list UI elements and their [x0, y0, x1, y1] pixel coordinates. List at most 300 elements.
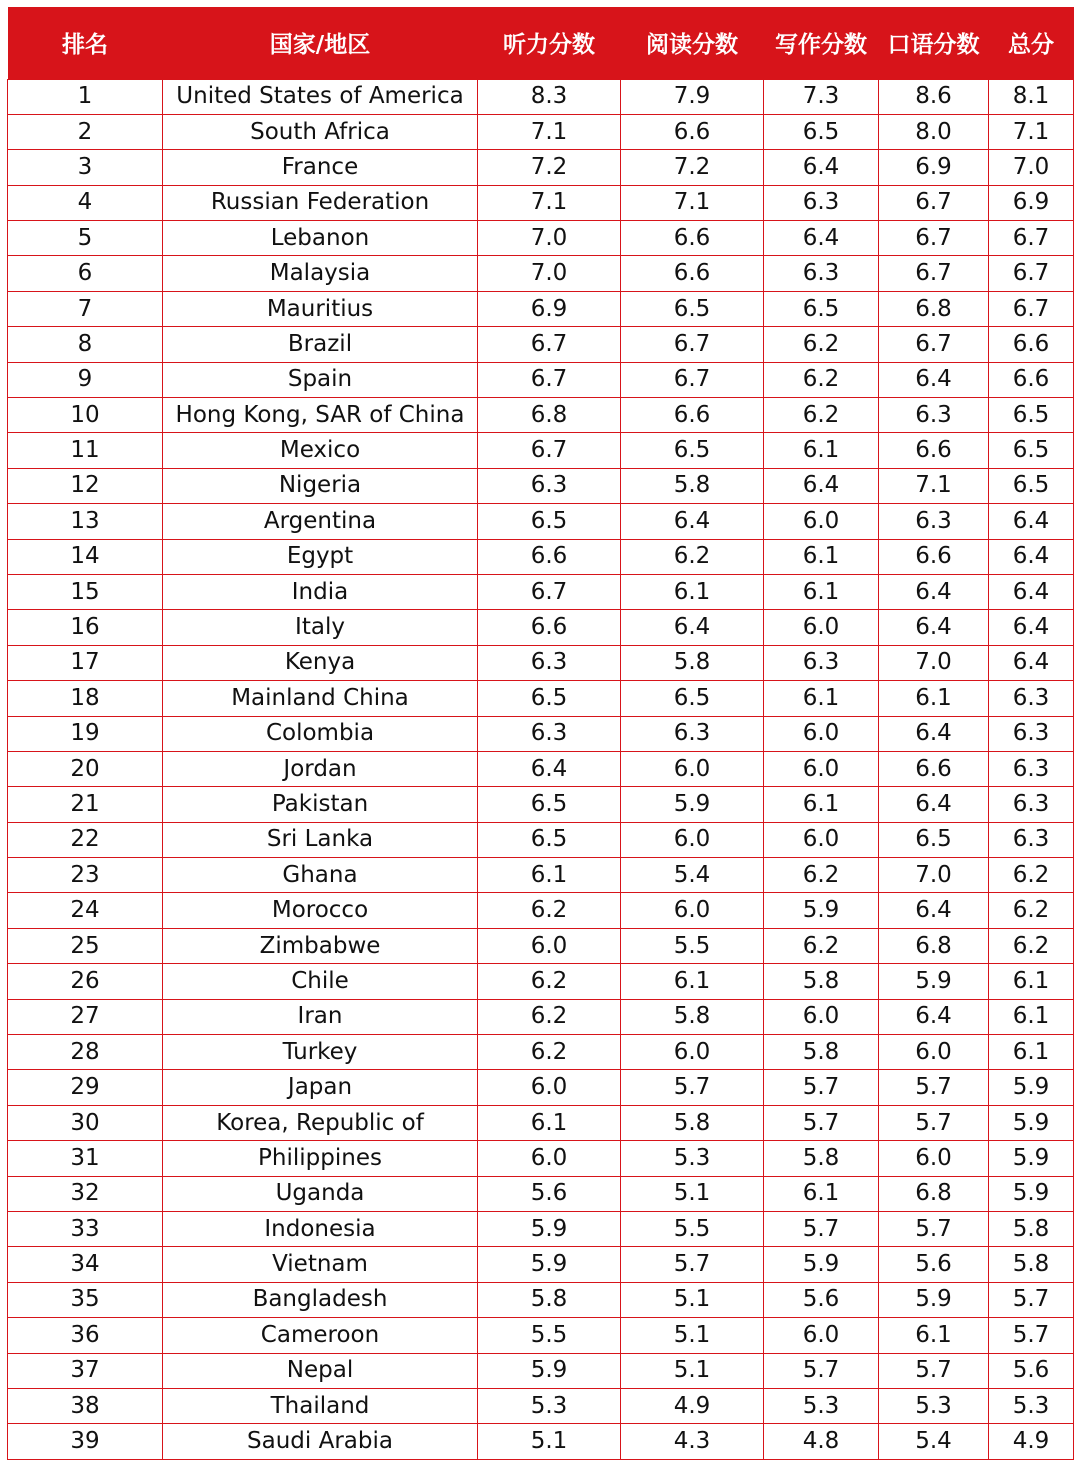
- cell-rank: 36: [8, 1318, 163, 1353]
- cell-total: 5.9: [989, 1141, 1074, 1176]
- cell-country: Ghana: [163, 858, 478, 893]
- cell-speaking: 8.6: [879, 79, 989, 114]
- cell-listening: 7.2: [478, 150, 621, 185]
- cell-listening: 8.3: [478, 79, 621, 114]
- header-listening: 听力分数: [478, 7, 621, 79]
- cell-writing: 6.0: [764, 504, 879, 539]
- cell-rank: 21: [8, 787, 163, 822]
- cell-writing: 6.5: [764, 114, 879, 149]
- cell-rank: 20: [8, 751, 163, 786]
- cell-total: 5.6: [989, 1353, 1074, 1388]
- table-row: [8, 79, 1074, 114]
- cell-rank: 30: [8, 1105, 163, 1140]
- cell-reading: 6.4: [621, 610, 764, 645]
- cell-writing: 6.4: [764, 468, 879, 503]
- cell-total: 7.1: [989, 114, 1074, 149]
- cell-total: 6.3: [989, 716, 1074, 751]
- cell-speaking: 6.3: [879, 398, 989, 433]
- cell-speaking: 6.4: [879, 574, 989, 609]
- cell-rank: 26: [8, 964, 163, 999]
- cell-reading: 6.5: [621, 433, 764, 468]
- cell-total: 6.3: [989, 751, 1074, 786]
- cell-rank: 31: [8, 1141, 163, 1176]
- cell-country: South Africa: [163, 114, 478, 149]
- cell-writing: 5.8: [764, 964, 879, 999]
- cell-reading: 5.8: [621, 468, 764, 503]
- cell-total: 6.5: [989, 433, 1074, 468]
- cell-total: 5.9: [989, 1176, 1074, 1211]
- table-row: [8, 858, 1074, 893]
- cell-writing: 6.1: [764, 574, 879, 609]
- cell-rank: 29: [8, 1070, 163, 1105]
- cell-rank: 14: [8, 539, 163, 574]
- cell-reading: 5.1: [621, 1282, 764, 1317]
- cell-rank: 17: [8, 645, 163, 680]
- cell-rank: 33: [8, 1212, 163, 1247]
- cell-rank: 11: [8, 433, 163, 468]
- cell-listening: 5.3: [478, 1388, 621, 1423]
- cell-listening: 6.3: [478, 468, 621, 503]
- cell-reading: 6.2: [621, 539, 764, 574]
- cell-speaking: 6.8: [879, 291, 989, 326]
- cell-country: Saudi Arabia: [163, 1424, 478, 1459]
- cell-rank: 5: [8, 221, 163, 256]
- cell-listening: 6.3: [478, 716, 621, 751]
- cell-speaking: 5.4: [879, 1424, 989, 1459]
- cell-total: 6.4: [989, 610, 1074, 645]
- cell-listening: 6.0: [478, 928, 621, 963]
- cell-reading: 6.7: [621, 362, 764, 397]
- cell-reading: 6.0: [621, 751, 764, 786]
- cell-total: 5.8: [989, 1212, 1074, 1247]
- cell-listening: 5.5: [478, 1318, 621, 1353]
- cell-listening: 5.9: [478, 1212, 621, 1247]
- cell-country: Nepal: [163, 1353, 478, 1388]
- cell-speaking: 6.4: [879, 362, 989, 397]
- cell-writing: 6.0: [764, 751, 879, 786]
- cell-writing: 6.1: [764, 539, 879, 574]
- cell-total: 6.7: [989, 221, 1074, 256]
- cell-speaking: 6.7: [879, 221, 989, 256]
- cell-speaking: 6.7: [879, 185, 989, 220]
- cell-total: 5.3: [989, 1388, 1074, 1423]
- cell-reading: 5.8: [621, 999, 764, 1034]
- cell-speaking: 5.9: [879, 964, 989, 999]
- cell-total: 7.0: [989, 150, 1074, 185]
- cell-reading: 5.5: [621, 1212, 764, 1247]
- cell-total: 6.4: [989, 645, 1074, 680]
- table-row: [8, 1353, 1074, 1388]
- cell-speaking: 6.4: [879, 787, 989, 822]
- table-row: [8, 574, 1074, 609]
- cell-speaking: 6.8: [879, 928, 989, 963]
- table-row: [8, 539, 1074, 574]
- cell-listening: 6.0: [478, 1070, 621, 1105]
- cell-listening: 6.2: [478, 893, 621, 928]
- cell-rank: 16: [8, 610, 163, 645]
- cell-listening: 6.8: [478, 398, 621, 433]
- cell-rank: 4: [8, 185, 163, 220]
- cell-total: 6.2: [989, 858, 1074, 893]
- cell-writing: 6.0: [764, 822, 879, 857]
- cell-speaking: 6.8: [879, 1176, 989, 1211]
- table-row: [8, 822, 1074, 857]
- cell-rank: 10: [8, 398, 163, 433]
- cell-speaking: 6.9: [879, 150, 989, 185]
- cell-writing: 6.2: [764, 398, 879, 433]
- cell-rank: 32: [8, 1176, 163, 1211]
- cell-rank: 19: [8, 716, 163, 751]
- cell-total: 6.1: [989, 964, 1074, 999]
- cell-reading: 6.3: [621, 716, 764, 751]
- cell-country: Mainland China: [163, 681, 478, 716]
- table-row: [8, 327, 1074, 362]
- header-reading: 阅读分数: [621, 7, 764, 79]
- cell-rank: 27: [8, 999, 163, 1034]
- cell-country: Colombia: [163, 716, 478, 751]
- cell-total: 8.1: [989, 79, 1074, 114]
- table-row: [8, 362, 1074, 397]
- cell-total: 6.3: [989, 787, 1074, 822]
- cell-listening: 6.7: [478, 574, 621, 609]
- table-row: [8, 1318, 1074, 1353]
- cell-country: United States of America: [163, 79, 478, 114]
- cell-speaking: 6.4: [879, 610, 989, 645]
- table-row: [8, 1212, 1074, 1247]
- cell-writing: 6.2: [764, 858, 879, 893]
- cell-reading: 6.6: [621, 398, 764, 433]
- cell-speaking: 5.9: [879, 1282, 989, 1317]
- cell-speaking: 6.7: [879, 327, 989, 362]
- cell-writing: 6.1: [764, 1176, 879, 1211]
- table-row: [8, 1176, 1074, 1211]
- table-row: [8, 1424, 1074, 1459]
- cell-speaking: 5.3: [879, 1388, 989, 1423]
- cell-writing: 6.2: [764, 362, 879, 397]
- cell-rank: 38: [8, 1388, 163, 1423]
- cell-reading: 6.0: [621, 1035, 764, 1070]
- cell-writing: 5.8: [764, 1035, 879, 1070]
- cell-country: Kenya: [163, 645, 478, 680]
- cell-total: 5.7: [989, 1318, 1074, 1353]
- cell-rank: 9: [8, 362, 163, 397]
- cell-listening: 7.1: [478, 114, 621, 149]
- cell-country: Pakistan: [163, 787, 478, 822]
- cell-reading: 6.0: [621, 893, 764, 928]
- cell-country: Jordan: [163, 751, 478, 786]
- cell-reading: 6.7: [621, 327, 764, 362]
- cell-writing: 5.9: [764, 893, 879, 928]
- cell-speaking: 7.1: [879, 468, 989, 503]
- cell-speaking: 6.1: [879, 1318, 989, 1353]
- cell-listening: 6.7: [478, 327, 621, 362]
- cell-listening: 5.9: [478, 1353, 621, 1388]
- table-row: [8, 681, 1074, 716]
- cell-reading: 6.5: [621, 681, 764, 716]
- cell-rank: 39: [8, 1424, 163, 1459]
- cell-speaking: 7.0: [879, 645, 989, 680]
- cell-speaking: 6.0: [879, 1035, 989, 1070]
- cell-reading: 5.7: [621, 1247, 764, 1282]
- cell-writing: 6.3: [764, 645, 879, 680]
- cell-country: Zimbabwe: [163, 928, 478, 963]
- cell-reading: 7.1: [621, 185, 764, 220]
- cell-country: Vietnam: [163, 1247, 478, 1282]
- cell-listening: 6.5: [478, 822, 621, 857]
- cell-reading: 7.2: [621, 150, 764, 185]
- cell-listening: 5.1: [478, 1424, 621, 1459]
- cell-country: Cameroon: [163, 1318, 478, 1353]
- cell-total: 5.9: [989, 1070, 1074, 1105]
- cell-speaking: 5.7: [879, 1070, 989, 1105]
- cell-country: Hong Kong, SAR of China: [163, 398, 478, 433]
- cell-reading: 5.9: [621, 787, 764, 822]
- cell-country: Malaysia: [163, 256, 478, 291]
- cell-country: Italy: [163, 610, 478, 645]
- cell-writing: 5.7: [764, 1353, 879, 1388]
- cell-rank: 7: [8, 291, 163, 326]
- cell-total: 6.5: [989, 468, 1074, 503]
- cell-rank: 13: [8, 504, 163, 539]
- header-speaking: 口语分数: [879, 7, 989, 79]
- header-total: 总分: [989, 7, 1074, 79]
- cell-total: 5.7: [989, 1282, 1074, 1317]
- cell-listening: 6.6: [478, 539, 621, 574]
- cell-total: 6.4: [989, 574, 1074, 609]
- cell-writing: 5.9: [764, 1247, 879, 1282]
- table-row: [8, 751, 1074, 786]
- cell-rank: 23: [8, 858, 163, 893]
- header-writing: 写作分数: [764, 7, 879, 79]
- cell-country: Japan: [163, 1070, 478, 1105]
- cell-writing: 7.3: [764, 79, 879, 114]
- cell-writing: 6.1: [764, 681, 879, 716]
- table-row: [8, 928, 1074, 963]
- cell-rank: 22: [8, 822, 163, 857]
- table-row: [8, 398, 1074, 433]
- cell-reading: 7.9: [621, 79, 764, 114]
- table-row: [8, 291, 1074, 326]
- cell-speaking: 6.6: [879, 539, 989, 574]
- cell-listening: 7.1: [478, 185, 621, 220]
- table-row: [8, 999, 1074, 1034]
- cell-reading: 6.5: [621, 291, 764, 326]
- cell-rank: 28: [8, 1035, 163, 1070]
- cell-reading: 6.6: [621, 221, 764, 256]
- cell-rank: 15: [8, 574, 163, 609]
- cell-writing: 6.4: [764, 150, 879, 185]
- cell-country: Argentina: [163, 504, 478, 539]
- cell-writing: 6.3: [764, 256, 879, 291]
- cell-country: Uganda: [163, 1176, 478, 1211]
- cell-listening: 7.0: [478, 256, 621, 291]
- cell-listening: 5.9: [478, 1247, 621, 1282]
- cell-writing: 6.5: [764, 291, 879, 326]
- cell-listening: 6.1: [478, 858, 621, 893]
- cell-speaking: 6.6: [879, 751, 989, 786]
- table-row: [8, 185, 1074, 220]
- cell-writing: 6.0: [764, 716, 879, 751]
- table-body: [8, 79, 1074, 1459]
- cell-reading: 5.5: [621, 928, 764, 963]
- cell-reading: 5.1: [621, 1318, 764, 1353]
- table-row: [8, 468, 1074, 503]
- cell-reading: 4.3: [621, 1424, 764, 1459]
- table-row: [8, 1388, 1074, 1423]
- table-row: [8, 114, 1074, 149]
- table-row: [8, 1070, 1074, 1105]
- cell-listening: 6.3: [478, 645, 621, 680]
- cell-writing: 5.7: [764, 1212, 879, 1247]
- score-table: [7, 7, 1074, 1460]
- table-row: [8, 256, 1074, 291]
- cell-listening: 6.7: [478, 362, 621, 397]
- table-row: [8, 1247, 1074, 1282]
- cell-listening: 6.7: [478, 433, 621, 468]
- cell-reading: 6.0: [621, 822, 764, 857]
- cell-writing: 6.1: [764, 433, 879, 468]
- cell-writing: 5.7: [764, 1105, 879, 1140]
- cell-speaking: 6.6: [879, 433, 989, 468]
- cell-country: France: [163, 150, 478, 185]
- cell-reading: 6.1: [621, 574, 764, 609]
- cell-reading: 6.6: [621, 256, 764, 291]
- cell-rank: 34: [8, 1247, 163, 1282]
- cell-total: 6.2: [989, 928, 1074, 963]
- table-row: [8, 645, 1074, 680]
- cell-total: 6.2: [989, 893, 1074, 928]
- cell-speaking: 6.5: [879, 822, 989, 857]
- cell-listening: 6.2: [478, 999, 621, 1034]
- cell-country: Russian Federation: [163, 185, 478, 220]
- cell-writing: 6.4: [764, 221, 879, 256]
- cell-country: Nigeria: [163, 468, 478, 503]
- cell-total: 6.5: [989, 398, 1074, 433]
- cell-total: 6.9: [989, 185, 1074, 220]
- cell-writing: 6.0: [764, 999, 879, 1034]
- cell-writing: 5.3: [764, 1388, 879, 1423]
- cell-rank: 35: [8, 1282, 163, 1317]
- cell-listening: 6.9: [478, 291, 621, 326]
- cell-total: 5.9: [989, 1105, 1074, 1140]
- cell-country: Indonesia: [163, 1212, 478, 1247]
- cell-reading: 6.4: [621, 504, 764, 539]
- header-row: [8, 7, 1074, 79]
- cell-reading: 5.1: [621, 1353, 764, 1388]
- cell-country: Brazil: [163, 327, 478, 362]
- cell-listening: 6.0: [478, 1141, 621, 1176]
- cell-listening: 6.5: [478, 787, 621, 822]
- cell-rank: 3: [8, 150, 163, 185]
- cell-speaking: 6.4: [879, 999, 989, 1034]
- cell-reading: 5.3: [621, 1141, 764, 1176]
- cell-speaking: 6.0: [879, 1141, 989, 1176]
- cell-country: Philippines: [163, 1141, 478, 1176]
- cell-listening: 5.8: [478, 1282, 621, 1317]
- cell-total: 6.4: [989, 504, 1074, 539]
- cell-rank: 1: [8, 79, 163, 114]
- cell-country: Thailand: [163, 1388, 478, 1423]
- cell-rank: 37: [8, 1353, 163, 1388]
- cell-total: 6.7: [989, 291, 1074, 326]
- cell-speaking: 6.7: [879, 256, 989, 291]
- cell-reading: 6.6: [621, 114, 764, 149]
- cell-country: Bangladesh: [163, 1282, 478, 1317]
- cell-writing: 5.7: [764, 1070, 879, 1105]
- table-row: [8, 1035, 1074, 1070]
- table-row: [8, 150, 1074, 185]
- table-row: [8, 1282, 1074, 1317]
- cell-speaking: 5.7: [879, 1353, 989, 1388]
- table-row: [8, 893, 1074, 928]
- cell-speaking: 8.0: [879, 114, 989, 149]
- cell-listening: 6.2: [478, 964, 621, 999]
- cell-total: 6.6: [989, 327, 1074, 362]
- cell-country: Egypt: [163, 539, 478, 574]
- cell-total: 4.9: [989, 1424, 1074, 1459]
- cell-writing: 6.1: [764, 787, 879, 822]
- cell-rank: 6: [8, 256, 163, 291]
- cell-country: Lebanon: [163, 221, 478, 256]
- cell-rank: 12: [8, 468, 163, 503]
- cell-country: India: [163, 574, 478, 609]
- cell-rank: 8: [8, 327, 163, 362]
- cell-speaking: 6.4: [879, 893, 989, 928]
- cell-total: 6.4: [989, 539, 1074, 574]
- cell-reading: 5.8: [621, 645, 764, 680]
- table-row: [8, 1141, 1074, 1176]
- cell-rank: 25: [8, 928, 163, 963]
- cell-country: Mexico: [163, 433, 478, 468]
- cell-speaking: 5.6: [879, 1247, 989, 1282]
- cell-country: Sri Lanka: [163, 822, 478, 857]
- cell-writing: 6.0: [764, 1318, 879, 1353]
- cell-writing: 5.8: [764, 1141, 879, 1176]
- cell-total: 6.1: [989, 1035, 1074, 1070]
- cell-reading: 6.1: [621, 964, 764, 999]
- cell-listening: 6.6: [478, 610, 621, 645]
- cell-total: 6.7: [989, 256, 1074, 291]
- table-header: [8, 7, 1074, 79]
- cell-writing: 6.0: [764, 610, 879, 645]
- cell-listening: 5.6: [478, 1176, 621, 1211]
- header-rank: 排名: [8, 7, 163, 79]
- cell-listening: 6.2: [478, 1035, 621, 1070]
- cell-reading: 5.8: [621, 1105, 764, 1140]
- cell-country: Morocco: [163, 893, 478, 928]
- cell-listening: 6.5: [478, 681, 621, 716]
- header-country: 国家/地区: [163, 7, 478, 79]
- cell-writing: 6.2: [764, 928, 879, 963]
- cell-listening: 7.0: [478, 221, 621, 256]
- cell-country: Korea, Republic of: [163, 1105, 478, 1140]
- cell-listening: 6.5: [478, 504, 621, 539]
- cell-country: Turkey: [163, 1035, 478, 1070]
- cell-total: 6.6: [989, 362, 1074, 397]
- cell-reading: 4.9: [621, 1388, 764, 1423]
- cell-country: Spain: [163, 362, 478, 397]
- cell-speaking: 5.7: [879, 1212, 989, 1247]
- cell-total: 6.3: [989, 681, 1074, 716]
- cell-writing: 6.2: [764, 327, 879, 362]
- cell-country: Iran: [163, 999, 478, 1034]
- cell-reading: 5.7: [621, 1070, 764, 1105]
- cell-country: Chile: [163, 964, 478, 999]
- cell-reading: 5.1: [621, 1176, 764, 1211]
- cell-speaking: 6.4: [879, 716, 989, 751]
- cell-writing: 6.3: [764, 185, 879, 220]
- cell-writing: 5.6: [764, 1282, 879, 1317]
